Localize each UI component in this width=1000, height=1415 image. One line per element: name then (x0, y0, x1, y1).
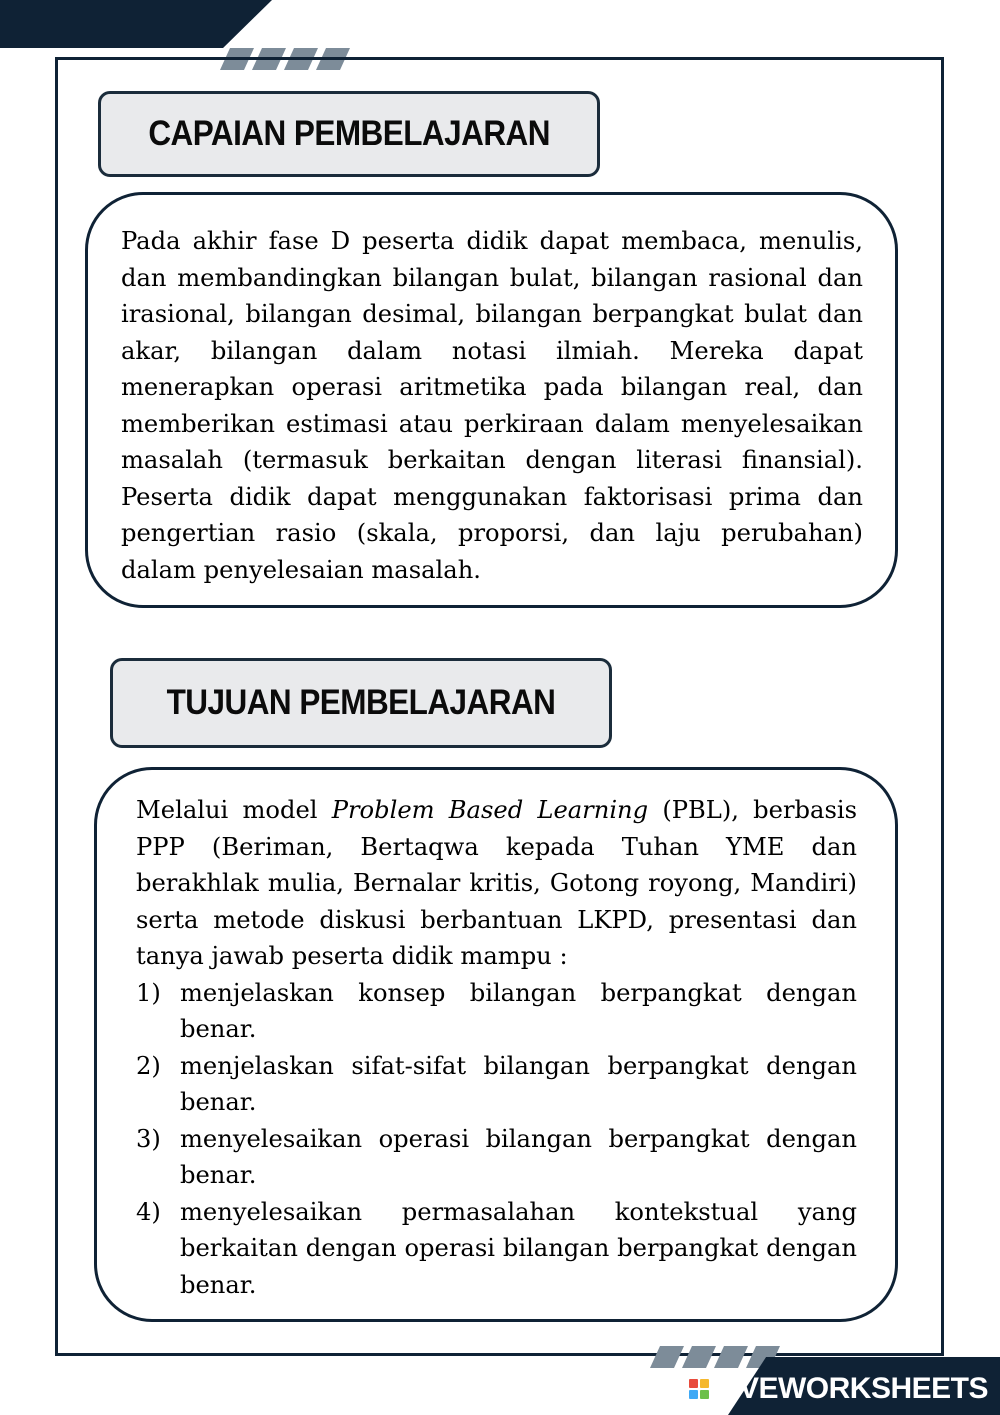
goal-text: menyelesaikan permasalahan kontekstual yang berkaitan dengan operasi bilangan berpangkat dengan benar. (180, 1197, 857, 1299)
tujuan-goal-list (136, 975, 857, 1304)
goal-item (136, 1048, 857, 1121)
tujuan-intro-start: Melalui model (136, 796, 332, 824)
tujuan-title-box (110, 658, 612, 748)
goal-text: menjelaskan konsep bilangan berpangkat dengan benar. (180, 978, 857, 1043)
capaian-title-box (98, 91, 600, 177)
goal-number: 1) (136, 978, 161, 1007)
tujuan-intro (136, 792, 857, 975)
goal-text: menjelaskan sifat-sifat bilangan berpangkat dengan benar. (180, 1051, 857, 1116)
goal-number: 3) (136, 1124, 161, 1153)
tujuan-intro-end: (PBL), berbasis PPP (Beriman, Bertaqwa kepada Tuhan YME dan berakhlak mulia, Bernalar kritis, Gotong royong, Mandiri) serta metode diskusi berbantuan LKPD, presentasi dan tanya jawab peserta didik mampu : (136, 796, 858, 970)
watermark-text: LIVEWORKSHEETS (713, 1372, 988, 1405)
liveworksheets-logo-icon (689, 1379, 709, 1399)
tujuan-title: TUJUAN PEMBELAJARAN (166, 683, 556, 722)
tujuan-text-box (94, 767, 898, 1322)
corner-decoration-top-left (0, 0, 272, 48)
capaian-title: CAPAIAN PEMBELAJARAN (148, 114, 550, 153)
goal-item (136, 1194, 857, 1304)
tujuan-intro-model: Problem Based Learning (331, 796, 649, 824)
capaian-text-box (85, 192, 898, 608)
goal-item (136, 975, 857, 1048)
goal-number: 2) (136, 1051, 161, 1080)
goal-item (136, 1121, 857, 1194)
liveworksheets-watermark (689, 1369, 988, 1409)
goal-number: 4) (136, 1197, 161, 1226)
capaian-paragraph: Pada akhir fase D peserta didik dapat membaca, menulis, dan membandingkan bilangan bulat, bilangan rasional dan irasional, bilangan desimal, bilangan berpangkat bulat dan akar, bilangan dalam notasi ilmiah. Mereka dapat menerapkan operasi aritmetika pada bilangan real, dan memberikan estimasi atau perkiraan dalam menyelesaikan masalah (termasuk berkaitan dengan literasi finansial). Peserta didik dapat menggunakan faktorisasi prima dan pengertian rasio (skala, proporsi, dan laju perubahan) dalam penyelesaian masalah. (121, 227, 863, 584)
goal-text: menyelesaikan operasi bilangan berpangkat dengan benar. (180, 1124, 857, 1189)
